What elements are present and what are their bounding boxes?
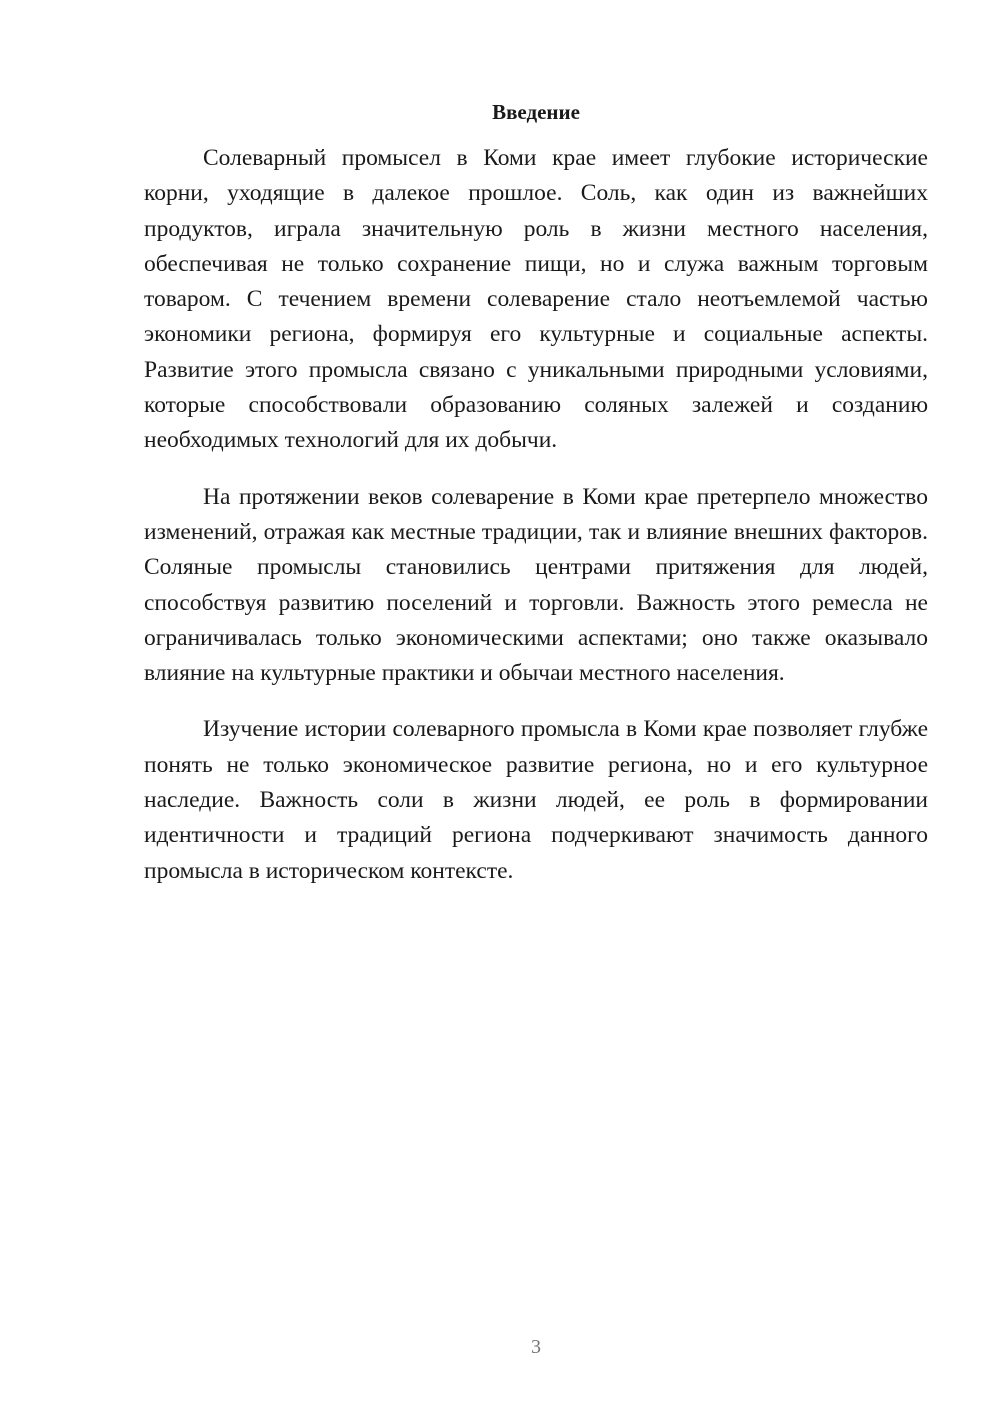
- paragraph-1: Солеварный промысел в Коми крае имеет глубокие исторические корни, уходящие в далекое прошлое. Соль, как один из важнейших продуктов, играла значительную роль в жизни местного населения, обеспечивая не только сохранение пищи, но и служа важным торговым товаром. С течением времени солеварение стало неотъемлемой частью экономики региона, формируя его культурные и социальные аспекты. Развитие этого промысла связано с уникальными природными условиями, которые способствовали образованию соляных залежей и созданию необходимых технологий для их добычи.: [144, 145, 928, 454]
- paragraph-2: На протяжении веков солеварение в Коми крае претерпело множество изменений, отражая как местные традиции, так и влияние внешних факторов. Соляные промыслы становились центрами притяжения для людей, способствуя развитию поселений и торговли. Важность этого ремесла не ограничивалась только экономическими аспектами; оно также оказывало влияние на культурные практики и обычаи местного населения.: [144, 483, 928, 687]
- page-number: 3: [531, 1336, 541, 1358]
- paragraph-3: Изучение истории солеварного промысла в Коми крае позволяет глубже понять не только экономическое развитие региона, но и его культурное наследие. Важность соли в жизни людей, ее роль в формировании идентичности и традиций региона подчеркивают значимость данного промысла в историческом контексте.: [144, 716, 928, 884]
- body-text: [144, 141, 928, 889]
- section-title: Введение: [492, 100, 580, 124]
